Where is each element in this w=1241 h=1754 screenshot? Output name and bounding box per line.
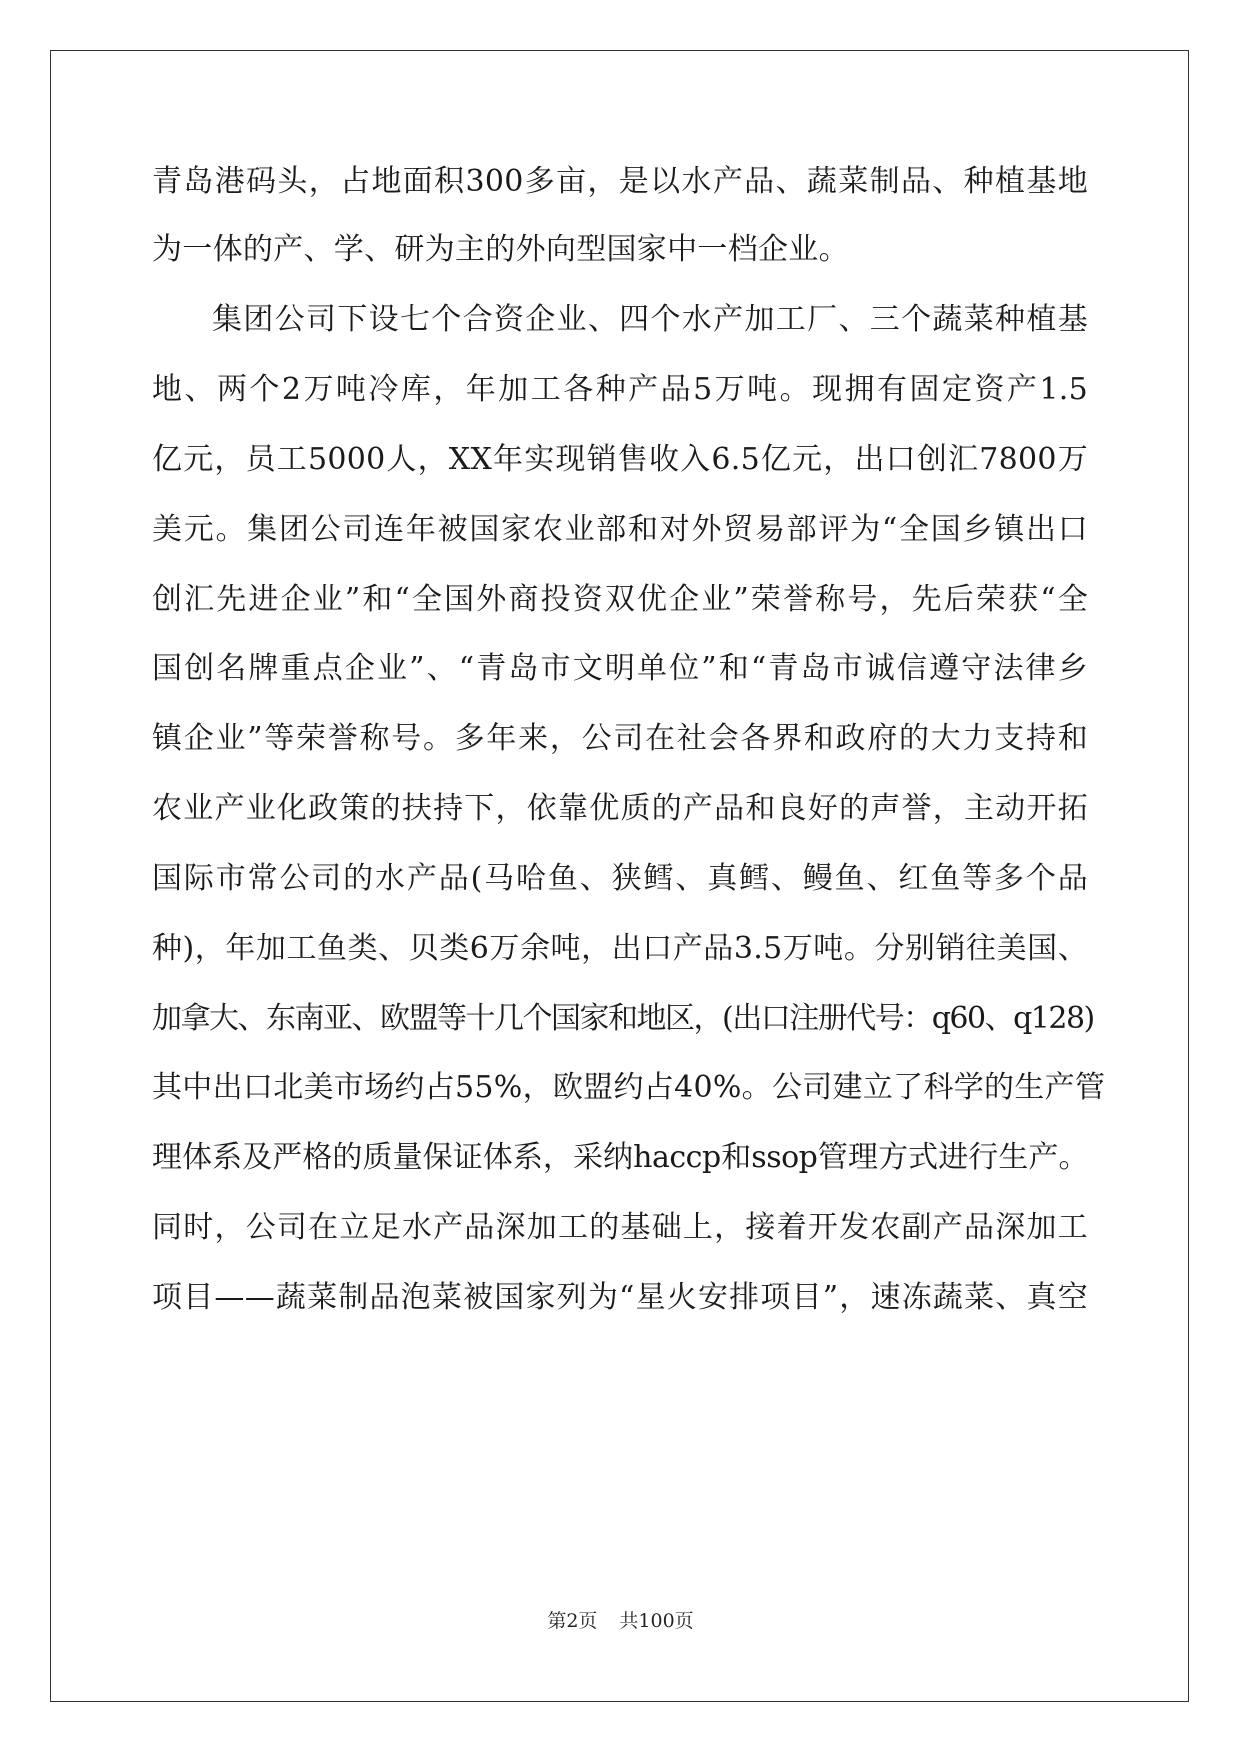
body-line: 农业产业化政策的扶持下，依靠优质的产品和良好的声誉，主动开拓 <box>152 791 1088 826</box>
page-total: 共100页 <box>619 1610 694 1632</box>
page-number: 第2页 <box>547 1610 598 1632</box>
body-line: 加拿大、东南亚、欧盟等十几个国家和地区，(出口注册代号：q60、q128) <box>152 1001 1094 1036</box>
body-line: 理体系及严格的质量保证体系，采纳haccp和ssop管理方式进行生产。 <box>152 1140 1088 1175</box>
body-line: 国创名牌重点企业”、“青岛市文明单位”和“青岛市诚信遵守法律乡 <box>152 651 1088 686</box>
body-line: 种)，年加工鱼类、贝类6万余吨，出口产品3.5万吨。分别销往美国、 <box>152 931 1088 966</box>
body-line: 其中出口北美市场约占55%，欧盟约占40%。公司建立了科学的生产管 <box>152 1070 1106 1105</box>
body-line: 同时，公司在立足水产品深加工的基础上，接着开发农副产品深加工 <box>152 1210 1088 1245</box>
paragraph-first-line: 集团公司下设七个合资企业、四个水产加工厂、三个蔬菜种植基 <box>212 302 1088 337</box>
body-line: 镇企业”等荣誉称号。多年来，公司在社会各界和政府的大力支持和 <box>152 721 1088 756</box>
body-line: 亿元，员工5000人，XX年实现销售收入6.5亿元，出口创汇7800万 <box>152 442 1088 477</box>
body-line: 为一体的产、学、研为主的外向型国家中一档企业。 <box>152 232 849 267</box>
body-line: 项目——蔬菜制品泡菜被国家列为“星火安排项目”，速冻蔬菜、真空 <box>152 1280 1088 1315</box>
body-line: 创汇先进企业”和“全国外商投资双优企业”荣誉称号，先后荣获“全 <box>152 582 1088 617</box>
body-line: 青岛港码头，占地面积300多亩，是以水产品、蔬菜制品、种植基地 <box>152 164 1088 199</box>
body-line: 地、两个2万吨冷库，年加工各种产品5万吨。现拥有固定资产1.5 <box>152 372 1088 407</box>
page-footer <box>0 1606 1241 1633</box>
body-line: 国际市常公司的水产品(马哈鱼、狭鳕、真鳕、鳗鱼、红鱼等多个品 <box>152 861 1088 896</box>
body-line: 美元。集团公司连年被国家农业部和对外贸易部评为“全国乡镇出口 <box>152 512 1088 547</box>
